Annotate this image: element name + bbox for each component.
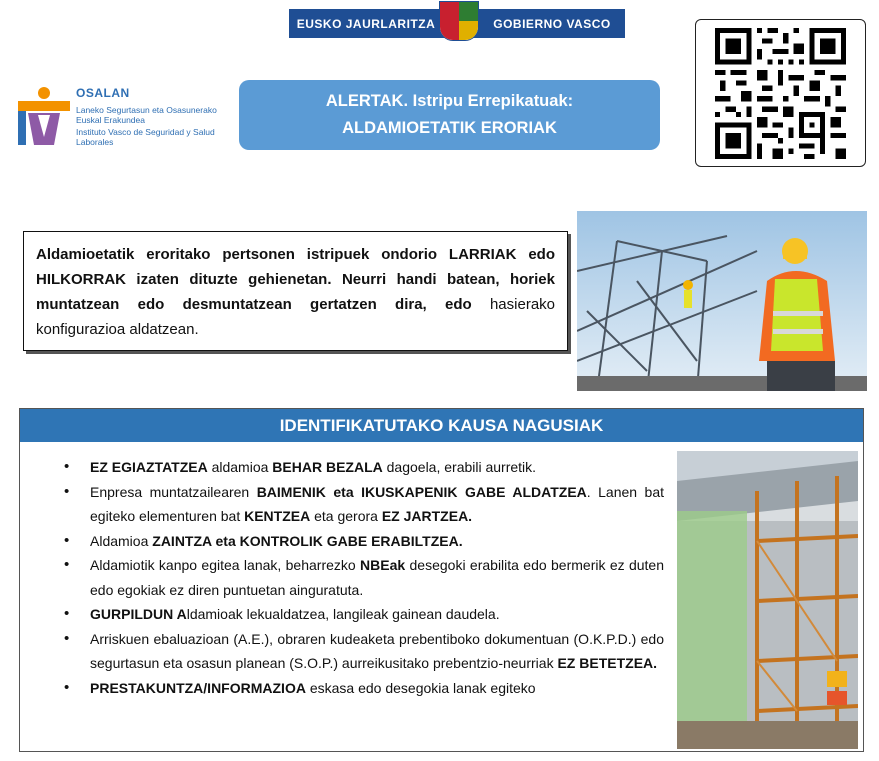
intro-bold-text: Aldamioetatik eroritako pertsonen istripuek ondorio LARRIAK edo HILKORRAK izaten dituzte gehienetan. Neurri handi batean, horiek muntatzean edo desmuntatzean gertatzen dira, edo <box>36 246 555 313</box>
item-text: Aldamiotik kanpo egitea lanak, beharrezko <box>90 557 361 573</box>
intro-normal-text: hasierako konfigurazioa aldatzean. <box>36 296 555 338</box>
list-item <box>64 676 664 701</box>
item-bold: EZ BETETZEA. <box>557 655 658 671</box>
scaffold-building-photo <box>677 451 858 749</box>
item-text: desegoki erabilita edo bermerik ez duten edo egokiak ez diren puntuetan ainguratuta. <box>90 557 664 598</box>
item-text: aldamioa <box>207 459 273 475</box>
osalan-logo <box>18 83 233 149</box>
government-banner <box>289 9 625 38</box>
item-text: dagoela, erabili aurretik. <box>382 459 537 475</box>
osalan-figure-icon <box>18 83 70 147</box>
item-bold: GURPILDUN A <box>90 606 187 622</box>
logo-subtitle-spanish: Instituto Vasco de Seguridad y Salud Laborales <box>76 127 215 147</box>
alert-title-box <box>239 80 660 150</box>
item-text: Enpresa muntatzailearen <box>90 483 257 500</box>
gov-name-basque: EUSKO JAURLARITZA <box>296 16 436 31</box>
item-text: eskasa edo desegokia lanak egiteko <box>305 679 536 696</box>
qr-code[interactable] <box>695 19 866 167</box>
basque-shield-icon <box>439 1 479 41</box>
list-item <box>64 627 664 676</box>
causes-heading: IDENTIFIKATUTAKO KAUSA NAGUSIAK <box>20 409 863 442</box>
item-text: . Lanen bat egiteko elementuren bat <box>90 483 664 524</box>
item-bold: BAIMENIK eta IKUSKAPENIK GABE ALDATZEA <box>256 483 587 500</box>
item-bold: EZ EGIAZTATZEA <box>90 459 208 475</box>
logo-subtitle-basque: Laneko Segurtasun eta Osasunerako Euskal Erakundea <box>76 105 217 125</box>
item-bold: EZ JARTZEA. <box>381 508 473 524</box>
title-line-2: ALDAMIOETATIK ERORIAK <box>342 119 557 137</box>
list-item <box>64 480 664 529</box>
list-item <box>64 602 664 627</box>
logo-name: OSALAN <box>76 86 130 100</box>
intro-text-box <box>23 231 568 351</box>
list-item <box>64 529 664 554</box>
item-text: Aldamioa <box>90 532 153 549</box>
causes-list <box>64 455 664 700</box>
item-bold: NBEak <box>360 557 406 573</box>
title-line-1: ALERTAK. Istripu Errepikatuak: <box>325 92 574 110</box>
gov-name-spanish: GOBIERNO VASCO <box>493 16 611 31</box>
item-text: ldamioak lekualdatzea, langileak gainean daudela. <box>186 606 500 622</box>
item-bold: BEHAR BEZALA <box>272 459 383 475</box>
item-bold: ZAINTZA eta KONTROLIK GABE ERABILTZEA. <box>152 532 463 549</box>
scaffold-worker-photo <box>577 211 867 391</box>
list-item <box>64 553 664 602</box>
list-item <box>64 455 664 480</box>
qr-code-icon <box>715 28 846 159</box>
item-bold: KENTZEA <box>244 508 311 524</box>
item-text: eta gerora <box>310 508 382 524</box>
item-text: Arriskuen ebaluazioan (A.E.), obraren kudeaketa prebentiboko dokumentuan (O.K.P.D.) edo segurtasun eta osasun planean (S.O.P.) aurreikusitako prebentzio-neurriak <box>90 630 664 671</box>
item-bold: PRESTAKUNTZA/INFORMAZIOA <box>90 679 306 696</box>
